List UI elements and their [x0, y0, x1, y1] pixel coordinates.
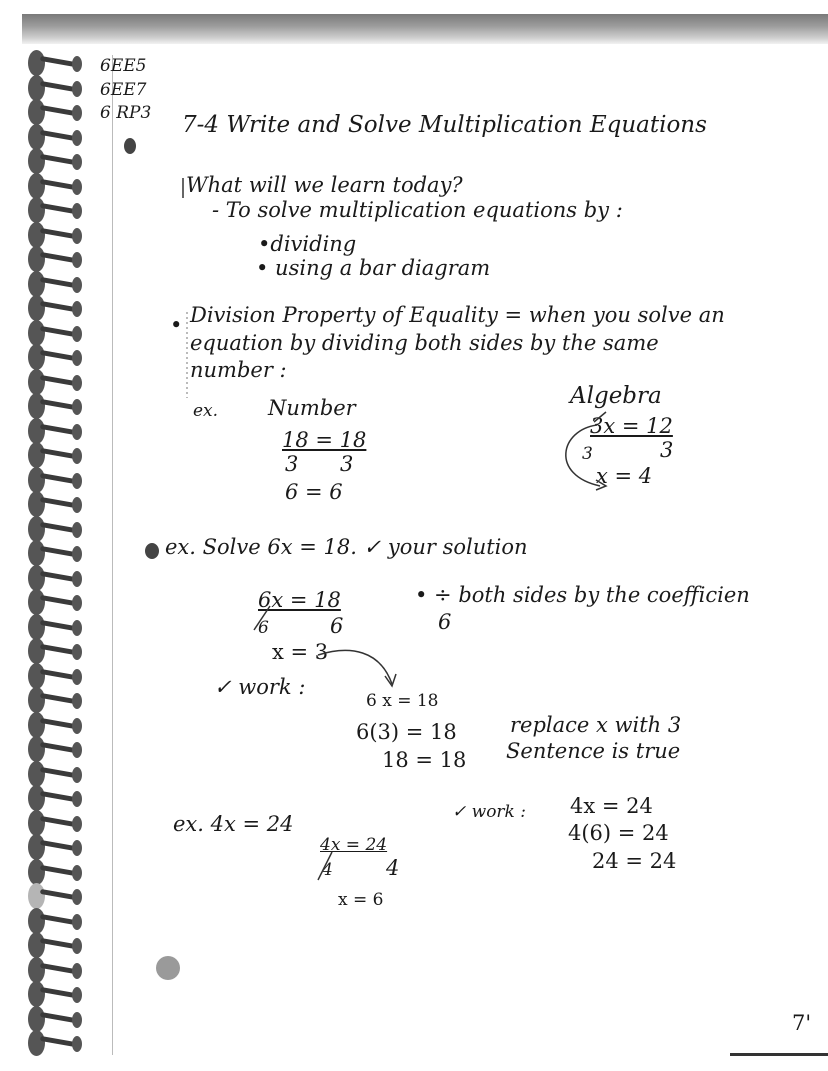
cancel-mark: 6	[258, 618, 269, 638]
standard-code: 6EE5	[100, 56, 147, 76]
equation-result: x = 6	[338, 890, 384, 910]
algebra-label: Algebra	[570, 383, 662, 409]
check-line: 4x = 24	[570, 794, 653, 818]
work-label: ✓ work :	[452, 802, 526, 822]
standard-code: 6EE7	[100, 80, 147, 100]
learn-line: - To solve multiplication equations by :	[212, 198, 623, 222]
hint-sub: 6	[438, 610, 452, 634]
example-heading: ex. Solve 6x = 18. ✓ your solution	[165, 535, 528, 559]
algebra-row: 3	[660, 438, 674, 462]
algebra-row: 3x = 12	[590, 414, 673, 438]
equation-top: 4x = 24	[320, 835, 388, 855]
learn-item: • using a bar diagram	[256, 256, 491, 280]
check-line: 6(3) = 18	[356, 720, 457, 744]
learn-question: What will we learn today?	[186, 173, 463, 197]
number-label: Number	[268, 396, 356, 420]
hole-punch	[156, 956, 180, 980]
equation-bottom: 6	[330, 614, 344, 638]
slash-mark	[318, 852, 332, 880]
equation-result: x = 3	[272, 640, 329, 664]
arrow-curve	[318, 650, 392, 684]
page-number: 7'	[792, 1011, 812, 1035]
learn-item: •dividing	[258, 232, 357, 256]
number-row: 6 = 6	[285, 480, 343, 504]
equation-bottom: 4	[386, 856, 400, 880]
ex-label: ex.	[193, 401, 219, 421]
check-note: Sentence is true	[506, 739, 681, 763]
cancel-mark: 4	[322, 860, 333, 880]
algebra-row: x = 4	[596, 464, 653, 488]
check-line: 4(6) = 24	[568, 821, 669, 845]
bullet-dot	[145, 543, 159, 559]
work-label: ✓ work :	[214, 675, 306, 699]
cancel-arc	[566, 425, 600, 486]
definition-line: equation by dividing both sides by the same	[190, 331, 659, 355]
standard-code: 6 RP3	[100, 103, 152, 123]
cancel-mark: 3	[582, 444, 593, 464]
example-heading: ex. 4x = 24	[173, 812, 294, 836]
equation-top: 6x = 18	[258, 588, 341, 612]
check-line: 6 x = 18	[366, 691, 439, 711]
definition-bullet: •	[170, 313, 183, 337]
check-note: replace x with 3	[510, 713, 682, 737]
check-line: 24 = 24	[592, 849, 677, 873]
page-title: 7-4 Write and Solve Multiplication Equations	[182, 112, 707, 138]
number-row: 3	[340, 452, 354, 476]
slash-mark	[594, 412, 606, 422]
slash-mark	[254, 606, 270, 630]
definition-line: number :	[190, 358, 287, 382]
definition-line: Division Property of Equality = when you solve an	[190, 303, 725, 327]
check-line: 18 = 18	[382, 748, 467, 772]
hint-text: • ÷ both sides by the coefficien	[415, 583, 750, 607]
number-row: 3	[285, 452, 299, 476]
bullet-dot	[124, 138, 136, 154]
number-row: 18 = 18	[282, 428, 367, 452]
